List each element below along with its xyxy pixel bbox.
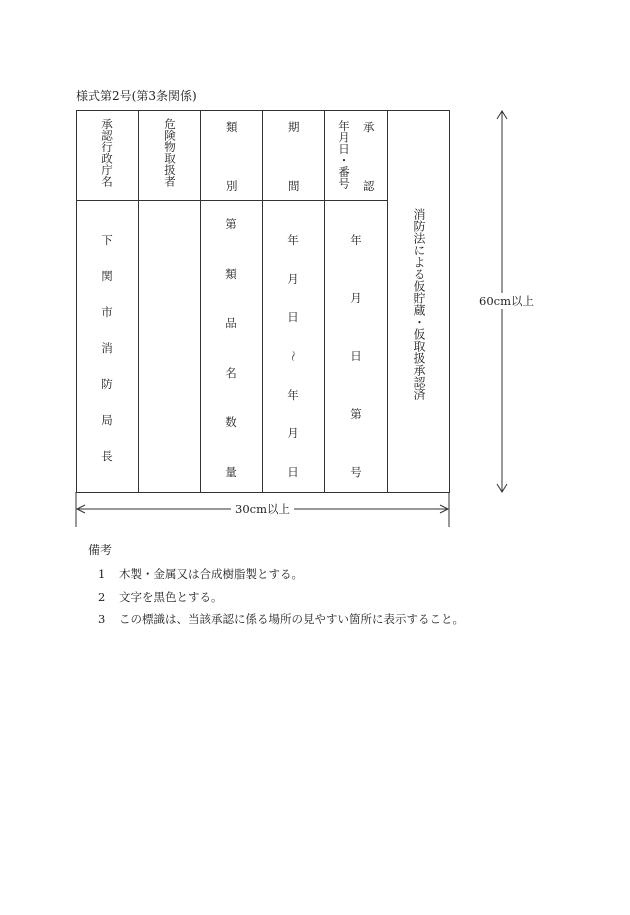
- cell-char: 第: [225, 217, 237, 231]
- remark-item: [98, 563, 464, 586]
- remark-number: 2: [98, 589, 106, 604]
- cell-char: 局: [101, 413, 113, 427]
- header-handler: 危険物取扱者: [163, 118, 177, 187]
- cell-char: 日: [350, 349, 362, 363]
- cell-char: 日: [287, 464, 299, 479]
- header-approving-authority: 承認行政庁名: [100, 118, 114, 187]
- header-period-top: 期: [288, 120, 300, 134]
- cell-char: 防: [101, 377, 113, 391]
- header-approval-date-number: 年月日・番号: [337, 120, 351, 189]
- cell-char: 年: [287, 387, 299, 402]
- cell-char: 号: [350, 465, 362, 479]
- height-dimension-label: 60cm以上: [475, 293, 538, 309]
- side-approval-text: 消防法による仮貯蔵・仮取扱承認済: [412, 208, 426, 400]
- header-approval-top: 承: [363, 120, 375, 134]
- remarks-heading: 備考: [88, 543, 113, 557]
- remark-item: [98, 608, 464, 631]
- cell-char: 下: [101, 233, 113, 247]
- cell-char: 市: [101, 305, 113, 319]
- cell-char: 消: [101, 341, 113, 355]
- header-approval-bottom: 認: [363, 179, 375, 193]
- header-period-bottom: 間: [288, 179, 300, 193]
- remark-number: 3: [98, 612, 106, 626]
- cell-char: 月: [350, 291, 362, 305]
- cell-char: 年: [350, 233, 362, 247]
- remark-text: 木製・金属又は合成樹脂製とする。: [119, 567, 303, 581]
- cell-char: 日: [287, 310, 299, 325]
- remark-item: [98, 586, 464, 609]
- cell-char: 関: [101, 269, 113, 283]
- remark-number: 1: [98, 567, 106, 581]
- header-category-top: 類: [226, 120, 238, 134]
- cell-char: 月: [287, 426, 299, 441]
- cell-char: 類: [225, 266, 237, 281]
- cell-char: 〜: [286, 350, 300, 362]
- cell-char: 数: [225, 415, 237, 430]
- cell-char: 月: [287, 271, 299, 286]
- cell-char: 品: [225, 316, 237, 331]
- form-title: 様式第2号(第3条関係): [76, 89, 197, 103]
- header-category-bottom: 別: [226, 179, 238, 193]
- cell-char: 長: [101, 449, 113, 463]
- remark-text: 文字を黒色とする。: [119, 589, 223, 604]
- cell-char: 年: [287, 233, 299, 247]
- cell-char: 第: [350, 407, 362, 421]
- remarks-list: [98, 563, 464, 631]
- remark-text: この標識は、当該承認に係る場所の見やすい箇所に表示すること。: [119, 612, 464, 626]
- width-dimension-label: 30cm以上: [231, 501, 294, 517]
- cell-char: 名: [225, 365, 237, 380]
- cell-char: 量: [225, 464, 237, 479]
